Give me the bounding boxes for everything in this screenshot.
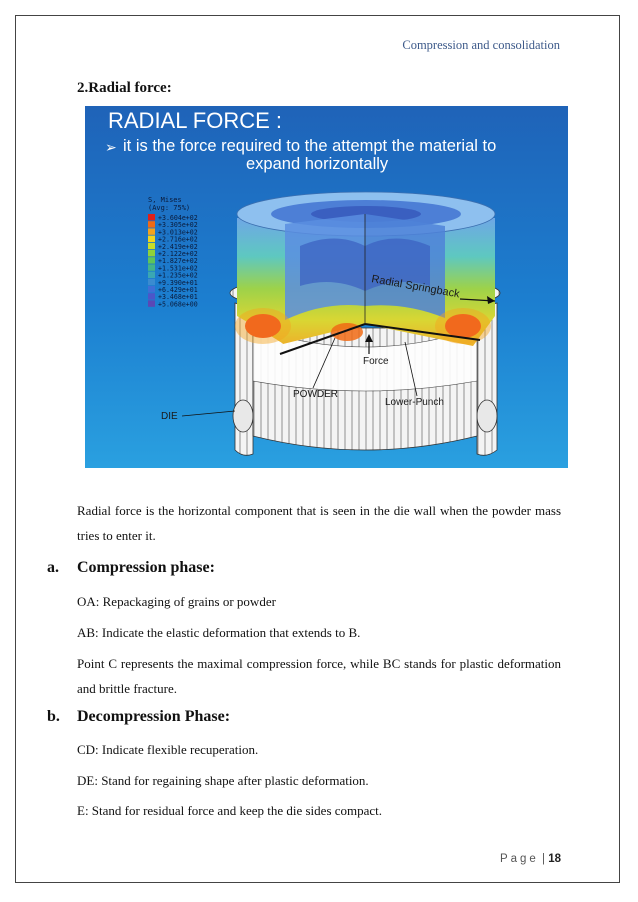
label-powder: POWDER (293, 389, 338, 400)
legend-value: +1.827e+02 (158, 257, 198, 266)
legend-swatch (148, 228, 155, 234)
legend-value: +1.531e+02 (158, 264, 198, 273)
legend-swatch (148, 236, 155, 242)
legend-value: +6.429e+01 (158, 286, 198, 294)
legend-value: +9.390e+01 (158, 278, 198, 287)
legend-value: +2.122e+02 (158, 250, 198, 258)
section-heading-decompression (47, 708, 230, 726)
legend-swatch (148, 257, 155, 263)
figure-subtitle-line1: it is the force required to the attempt the material to (123, 137, 497, 155)
label-lower-punch: Lower-Punch (385, 397, 444, 408)
paragraph-radial-force: Radial force is the horizontal component that is seen in the die wall when the powder mass tries to enter it. (77, 503, 561, 543)
legend-title: S, Mises (148, 196, 182, 204)
legend-swatch (148, 300, 155, 306)
legend-swatch (148, 293, 155, 299)
die-foot-left (233, 400, 253, 432)
compression-line-bc: Point C represents the maximal compression force, while BC stands for plastic deformation and brittle fracture. (77, 656, 561, 696)
page-number: 18 (548, 853, 561, 865)
legend-value: +3.305e+02 (158, 221, 198, 230)
label-die: DIE (161, 411, 178, 422)
legend-value: +3.468e+01 (158, 293, 198, 302)
section-label-a: a. (47, 559, 59, 576)
legend-swatch (148, 250, 155, 256)
legend-swatch (148, 286, 155, 292)
label-force: Force (363, 356, 389, 367)
legend-value: +1.235e+02 (158, 271, 198, 280)
figure-title: RADIAL FORCE : (108, 108, 282, 133)
stress-hotspot-left-glow (235, 308, 291, 344)
legend-swatch (148, 272, 155, 278)
legend-value: +3.013e+02 (158, 228, 198, 237)
page-word: Page (499, 853, 539, 865)
legend-value: +5.068e+00 (158, 300, 198, 309)
die-foot-right (477, 400, 497, 432)
legend-swatch (148, 214, 155, 220)
section-title-compression: Compression phase: (77, 559, 215, 576)
legend-value: +2.716e+02 (158, 235, 198, 244)
figure-subtitle-line2: expand horizontally (246, 155, 389, 173)
legend-swatch (148, 279, 155, 285)
label-radial-springback: Radial Springback (370, 273, 461, 301)
legend-subtitle: (Avg: 75%) (148, 204, 191, 212)
compression-line-ab: AB: Indicate the elastic deformation that extends to B. (77, 625, 361, 640)
running-header: Compression and consolidation (402, 38, 560, 52)
legend-swatch (148, 264, 155, 270)
page-separator: | (542, 853, 545, 865)
page-footer (500, 853, 561, 865)
section-title-decompression: Decompression Phase: (77, 708, 231, 725)
legend-value: +2.419e+02 (158, 242, 198, 251)
section-heading-radial-force: 2.Radial force: (77, 80, 172, 96)
legend-value: +3.604e+02 (158, 214, 198, 222)
section-label-b: b. (47, 708, 60, 725)
radial-force-figure (85, 106, 568, 468)
section-heading-compression (47, 559, 215, 577)
legend-swatch (148, 221, 155, 227)
legend-swatch (148, 243, 155, 249)
decompression-line-cd: CD: Indicate flexible recuperation. (77, 742, 259, 757)
decompression-line-de: DE: Stand for regaining shape after plastic deformation. (77, 773, 369, 788)
decompression-line-e: E: Stand for residual force and keep the die sides compact. (77, 803, 383, 818)
figure-bullet: ➢ (105, 140, 117, 156)
compression-line-oa: OA: Repackaging of grains or powder (77, 594, 276, 609)
